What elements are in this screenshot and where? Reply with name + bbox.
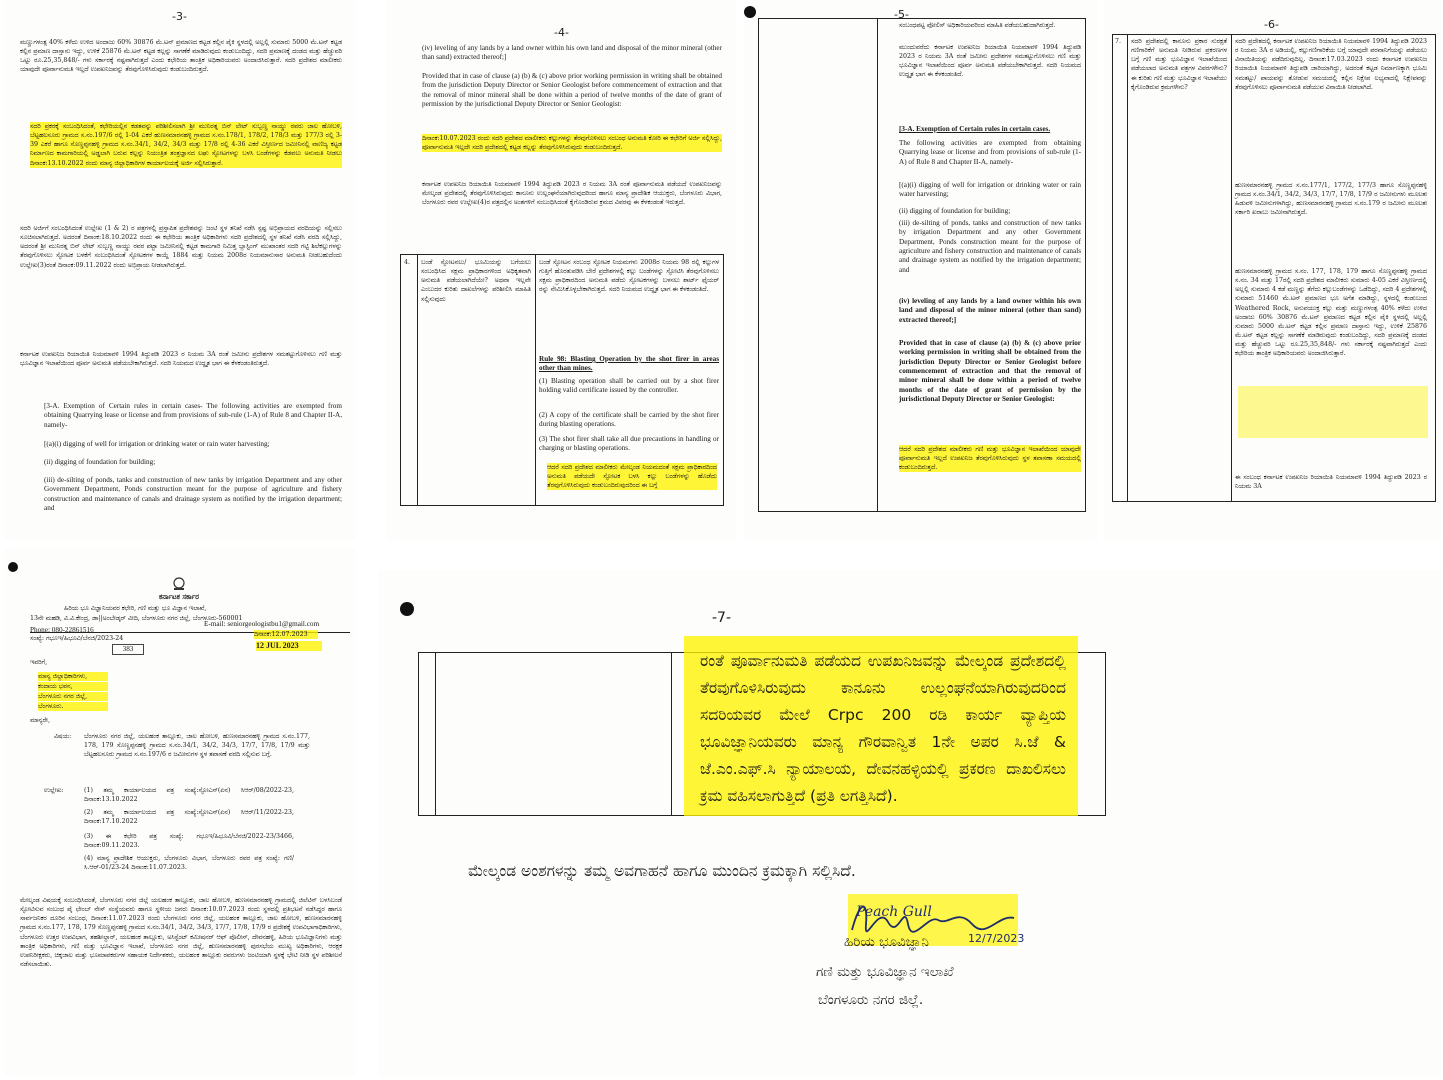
signature-date: 12/7/2023 (968, 932, 1025, 945)
paragraph: ಮಣ್ಣುಗಳಂತ್ಪ 40% ಕಳೆದು ಉಳಿದ ಅಂದಾಜು 60% 30876 ಮೆ.ಟನ್ ಪ್ರಮಾಣದ ಕಟ್ಟಡ ಕಲ್ಲಿನ ಪೈಕಿ ಸ್ಥಳದಲ್ಲಿ ಅಲ್ಲಲ್ಲಿ ಸುಮಾರು 5000 ಮೆ.ಟನ್ ಕಟ್ಟಡ ಕಲ್ಲಿನ ಪ್ರಮಾಣ ದಾಸ್ತಾನು ಇದ್ದು, ಉಳಿಕೆ 25876 ಮೆ.ಟನ್ ಕಟ್ಟಡ ಕಲ್ಲನ್ನು ಸಾಗಣೆಕೆ ಮಾಡಿರುವುದು ಕಂಡುಬಂದಿದ್ದು, ಸದರಿ ಪ್ರಮಾಣಕ್ಕೆ ದಂಡದ ಮತ್ತು ಹೆಚ್ಚುವರಿ ಒಟ್ಟು ರೂ.25,35,848/- ಗಳು ಸರ್ಕಾರಕ್ಕೆ ನಷ್ಟವಾಗಿರುತ್ತದೆ ಎಂದು ಕಛೇರಿಯ ತಾಂತ್ರಿಕ ಅಧಿಕಾರಿಯವರು ಅಂದಾಜಿಸಿರುತ್ತಾರೆ. ಸದರಿ ಪ್ರದೇಶದ ಮಾಲೀಕರು ಯಾವುದೇ ಪೂರ್ವಾನುಮತಿ ಇಲ್ಲದೆ ಉಪಖನಿಜವನ್ನು ತೆರವುಗೊಳಿಸಿರುವುದು ಕಂಡುಬಂದಿರುತ್ತದೆ. (20, 39, 342, 74)
rule-clause: (ii) digging of foundation for building; (899, 207, 1011, 215)
proviso: Provided that in case of clause (a) (b) & (c) above prior working permission in writing shall be obtained from the jurisdiction Deputy Director or Senior Geologist before commencement of extraction and that the removal of minor mineral shall be done within a period of twelve months of the date of grant of permission by the jurisdictional Deputy Director or Senior Geologist: (899, 339, 1081, 404)
highlighted-answer: ಆದರೆ ಸದರಿ ಪ್ರದೇಶದ ಮಾಲೀಕರು ಮೇಲ್ಕಂಡ ನಿಯಮದಂತೆ ಸಕ್ಷಮ ಪ್ರಾಧಿಕಾರದಿಂದ ಅನುಮತಿ ಪಡೆಯದೇ ಸ್ಫೋಟಕ ಬಳಸಿ ಕಲ್ಲು ಬಂಡೆಗಳನ್ನು ಹೊಡೆದು ತೆರವುಗೊಳಿಸಿರುವುದು ಕಂಡುಬಂದಿರುವುದರಿಂದ ಈ ಬಗ್ಗೆ (547, 464, 717, 490)
row-question: ಬಂಡೆ ಸ್ಫೋಟನಲು/ ಭೂಮಿಯನ್ನು ಬಗೆಯಲು ಸಂಬಂಧಿಸಿದ ಸಕ್ಷಮ ಪ್ರಾಧಿಕಾರಗಳಿಂದ ಅಧಿಕೃತವಾಗಿ ಅನುಮತಿ ಪಡೆಯಲಾಗಿದೆಯೇ? ಅಥವಾ ಇಲ್ಲವೇ ಎಂಬುದರ ಕುರಿತು ದಾಖಲೆಗಳನ್ನು ಪರಿಶೀಲಿಸಿ ಮಾಹಿತಿ ಸಲ್ಲಿಸುವುದು (421, 259, 531, 303)
rule-heading: [3-A. Exemption of Certain rules in certain cases- The following activities are exempted from obtaining Quarrying lease or license and from provisions of sub-rule (1-A) of Rule 8 and Chapter II-A, namely- (44, 402, 342, 429)
highlighted-box-text: ರಂತೆ ಪೂರ್ವಾನುಮತಿ ಪಡೆಯದ ಉಪಖನಿಜವನ್ನು ಮೇಲ್ಕಂಡ ಪ್ರದೇಶದಲ್ಲಿ ತೆರವುಗೊಳಿಸಿರುವುದು ಕಾನೂನು ಉಲ್ಲಂಘನೆಯಾಗಿರುವುದರಿಂದ ಸದರಿಯವರ ಮೇಲೆ Crpc 200 ರಡಿ ಕಾರ್ಯ ವ್ಯಾಪ್ತಿಯ ಭೂವಿಜ್ಞಾನಿಯವರು ಮಾನ್ಯ ಗೌರವಾನ್ವಿತ 1ನೇ ಅಪರ ಸಿ.ಜೆ & ಜೆ.ಎಂ.ಎಫ್.ಸಿ ನ್ಯಾಯಾಲಯ, ದೇವನಹಳ್ಳಿಯಲ್ಲಿ ಪ್ರಕರಣ ದಾಖಲಿಸಲು ಕ್ರಮ ವಹಿಸಲಾಗುತ್ತಿದೆ (ಪ್ರತಿ ಲಗತ್ತಿಸಿದೆ). (684, 636, 1078, 816)
paragraph: ಹುಣಸಮಾರನಹಳ್ಳಿ ಗ್ರಾಮದ ಸ.ನಂ. 177, 178, 179 ಹಾಗೂ ಸೊಣ್ಣಪ್ಪನಹಳ್ಳಿ ಗ್ರಾಮದ ಸ.ನಂ. 34 ಮತ್ತು 17ರಲ್ಲಿ ಸದರಿ ಪ್ರದೇಶದ ಮಾಲೀಕರು ಸುಮಾರು 4-05 ಎಕರೆ ವಿಸ್ತೀರ್ಣದಲ್ಲಿ ಅಲ್ಲಲ್ಲಿ ಸುಮಾರು 4 ಕಡೆ ಮಣ್ಣನ್ನು ತೆಗೆದು ಕಲ್ಲುಬಂಡೆಗಳನ್ನು ಒಡೆದಿದ್ದು, ಸದರಿ 4 ಪ್ರದೇಶಗಳಲ್ಲಿ ಸುಮಾರು 51460 ಮೆ.ಟನ್ ಪ್ರಮಾಣದ ಭೂ ಅಗೆತ ಮಾಡಿದ್ದು, ಸ್ಥಳದಲ್ಲಿ ಕಂಡುಬಂದ Weathered Rock, ಅನುಪಯುಕ್ತ ಕಲ್ಲು ಮತ್ತು ಮಣ್ಣುಗಳಂತ್ಪ 40% ಕಳೆದು ಉಳಿದ ಅಂದಾಜು 60% 30876 ಮೆ.ಟನ್ ಪ್ರಮಾಣದ ಕಟ್ಟಡ ಕಲ್ಲಿನ ಪೈಕಿ ಸ್ಥಳದಲ್ಲಿ ಅಲ್ಲಲ್ಲಿ ಸುಮಾರು 5000 ಮೆ.ಟನ್ ಕಟ್ಟಡ ಕಲ್ಲಿನ ಪ್ರಮಾಣ ದಾಸ್ತಾನು ಇದ್ದು, ಉಳಿಕೆ 25876 ಮೆ.ಟನ್ ಕಟ್ಟಡ ಕಲ್ಲನ್ನು ಸಾಗಣೆಕೆ ಮಾಡಿರುವುದು ಕಂಡುಬಂದಿದ್ದು, ಸದರಿ ಪ್ರಮಾಣಕ್ಕೆ ದಂಡದ ಮತ್ತು ಹೆಚ್ಚುವರಿ ಒಟ್ಟು ರೂ.25,35,848/- ಗಳು ಸರ್ಕಾರಕ್ಕೆ ನಷ್ಟವಾಗಿರುತ್ತದೆ ಎಂದು ಕಛೇರಿಯ ತಾಂತ್ರಿಕ ಅಧಿಕಾರಿಯವರು ಅಂದಾಜಿಸಿರುತ್ತಾರೆ. (1235, 268, 1427, 358)
subject: ಬೆಂಗಳೂರು ನಗರ ಜಿಲ್ಲೆ, ಯಲಹಂಕ ತಾಲ್ಲೂಕು, ಜಾಲ ಹೋಬಳಿ, ಹುಣಸಮಾರನಹಳ್ಳಿ ಗ್ರಾಮದ ಸ.ನಂ.177, 178, 179 ಸೊಣ್ಣಪ್ಪನಹಳ್ಳಿ ಗ್ರಾಮದ ಸ.ನಂ.34/1, 34/2, 34/3, 17/7, 17/8, 17/9 ಮತ್ತು ಬೆಟ್ಟಹಲಸೂರು ಗ್ರಾಮದ ಸ.ನಂ.197/6 ರ ಜಮೀನುಗಳ ಸ್ಥಳ ತಪಾಸಣೆ ವರದಿ ಸಲ್ಲಿಸುವ ಬಗ್ಗೆ. (84, 733, 310, 759)
action-table (400, 254, 724, 506)
row-answer: ಬಂಡೆ ಸ್ಫೋಟನ ಸಂಬಂಧ ಸ್ಫೋಟಕ ನಿಯಮಗಳು 2008ರ ನಿಯಮ 98 ರಲ್ಲಿ ಕಲ್ಲುಗಳ ಗುತ್ತಿಗೆ ಹೊರತುಪಡಿಸಿ ಬೇರೆ ಪ್ರದೇಶಗಳಲ್ಲಿ ಕಲ್ಲು ಬಂಡೆಗಳನ್ನು ಸ್ಫೋಟಿಸಿ ತೆರವುಗೊಳಿಸಲು ಸಕ್ಷಮ ಪ್ರಾಧಿಕಾರದಿಂದ ಅನುಮತಿ ಪಡೆದು ಸ್ಫೋಟಕಗಳನ್ನು ಬಳಸಲು ಶಾರ್ಟ್ ಫೈಯರ್ ರನ್ನು ನೇಮಿಸಿಕೊಳ್ಳಬೇಕಾಗಿರುತ್ತದೆ. ಸದರಿ ನಿಯಮದ ಉದ್ಧೃತ ಭಾಗ ಈ ಕೆಳಕಂಡಂತಿದೆ. (539, 259, 719, 294)
row-number: 4. (404, 259, 411, 266)
closing-line: ಮೇಲ್ಕಂಡ ಅಂಶಗಳನ್ನು ತಮ್ಮ ಅವಗಾಹನೆ ಹಾಗೂ ಮುಂದಿನ ಕ್ರಮಕ್ಕಾಗಿ ಸಲ್ಲಿಸಿದೆ. (468, 862, 856, 880)
letter-page (4, 548, 356, 1076)
highlighted-paragraph: ಸದರಿ ಪ್ರಕರಕ್ಕೆ ಸಂಬಂಧಿಸಿದಂತೆ, ಕಛೇರಿಯಲ್ಲಿನ ಕಡತವನ್ನು ಪರಿಶೀಲಿಸಲಾಗಿ ಶ್ರೀ ಮುನಿರತ್ನ ಬಿನ್ ಲೇಟ್ ಸುಬ್ಬಣ್ಣ ನಾಯ್ಡು ರವರು ಜಾಲ ಹೋಬಳಿ, ಬೆಟ್ಟಹಲಸೂರು ಗ್ರಾಮದ ಸ.ನಂ.197/6 ರಲ್ಲಿ 1-04 ಎಕರೆ ಹುಣಸಮಾರನಹಳ್ಳಿ ಗ್ರಾಮದ ಸ.ನಂ.178/1, 178/2, 178/3 ಮತ್ತು 177/3 ರಲ್ಲಿ 3-39 ಎಕರೆ ಹಾಗೂ ಸೊಣ್ಣಪ್ಪನಹಳ್ಳಿ ಗ್ರಾಮದ ಸ.ನಂ.34/1, 34/2, 34/3 ಮತ್ತು 17/8 ರಲ್ಲಿ 4-36 ಎಕರೆ ವಿಸ್ತೀರ್ಣದ ಜಮೀನಿನಲ್ಲಿ ವಾಣಿಜ್ಯ ಕಟ್ಟಡ ನಿರ್ಮಾಣದ ಕಾಮಗಾರಿಯಲ್ಲಿ ಅಡ್ಡಲಾಗಿ ಬರುವ ಕಲ್ಲನ್ನು ನಿಯಂತ್ರಿತ ತಂತ್ರಜ್ಞಾನದ ಲಘು ಸ್ಫೋಟಗಳನ್ನು ಬಳಸಿ ಬಂಡೆಗಳನ್ನು ಕೆಡವಲು ಅನುಮತಿ ನೀಡಲು ದಿನಾಂಕ:13.10.2022 ರಂದು ಮಾನ್ಯ ಜಿಲ್ಲಾಧಿಕಾರಿಗಳ ಕಾರ್ಯಾಲಯಕ್ಕೆ ಅರ್ಜಿ ಸಲ್ಲಿಸಿರುತ್ತಾರೆ. (30, 123, 342, 167)
letter-body: ಮೇಲ್ಕಂಡ ವಿಷಯಕ್ಕೆ ಸಂಬಂಧಿಸಿದಂತೆ, ಬೆಂಗಳೂರು ನಗರ ಜಿಲ್ಲೆ ಯಲಹಂಕ ತಾಲ್ಲೂಕು, ಜಾಲ ಹೋಬಳಿ, ಹುಣಸಮಾರನಹಳ್ಳಿ ಗ್ರಾಮದಲ್ಲಿ ಜಿಲೆಟಿನ್ ಬಳಸಿಬಂಡೆ ಸ್ಫೋಟಿಸುವ ಸಂಬಂಧ ಪೈ ಛೇಂಬ್ ನೇಸ್ ಸಂಸ್ಥೆಯವರು ಹಾಗೂ ಸ್ಥಳೀಯ ಜನರು ದಿನಾಂಕ:10.07.2023 ರಂದು ಸ್ಥಳದಲ್ಲಿ ಪ್ರತಿಭಟನೆ ನಡೆಸಿದ್ದರ ಹಾಗೂ ಸಾರ್ವಜನಿಕರ ದೂರಿನ ಸಂಬಂಧ, ದಿನಾಂಕ:11.07.2023 ರಂದು ಬೆಂಗಳೂರು ನಗರ ಜಿಲ್ಲೆ, ಯಲಹಂಕ ತಾಲ್ಲೂಕು, ಜಾಲ ಹೋಬಳಿ, ಹುಣಸಮಾರನಹಳ್ಳಿ ಗ್ರಾಮದ ಸ.ನಂ.177, 178, 179 ಸೊಣ್ಣಪ್ಪನಹಳ್ಳಿ ಗ್ರಾಮದ ಸ.ನಂ.34/1, 34/2, 34/3, 17/7, 17/8, 17/9 ರ ಪ್ರದೇಶಕ್ಕೆ ಉಪವಿಭಾಗಾಧಿಕಾರಿಗಳು, ಬೆಂಗಳೂರು ಉತ್ತರ ಉಪವಿಭಾಗ, ತಹಶೀಲ್ದಾರ್, ಯಲಹಂಕ ತಾಲ್ಲೂಕು, ಅಸಿಸ್ಟೆಂಟ್ ಕಮೀಷನರ್ ಆಫ್ ಪೊಲೀಸ್, ದೇವನಹಳ್ಳಿ, ಹಿರಿಯ ಭೂವಿಜ್ಞಾನಿಗಳು ಮತ್ತು ತಾಂತ್ರಿಕ ಅಧಿಕಾರಿಗಳು, ಗಣಿ ಮತ್ತು ಭೂವಿಜ್ಞಾನ ಇಲಾಖೆ, ಬೆಂಗಳೂರು ನಗರ ಜಿಲ್ಲೆ, ಹುಣಸಮಾರನಹಳ್ಳಿ ಪುರಸಭೆಯ ಮುಖ್ಯ ಅಧಿಕಾರಿಗಳು, ಆರಕ್ಷಕ ಉಪನಿರೀಕ್ಷಕರು, ಚಿಕ್ಕಜಾಲ ಮತ್ತು ಭೂಮಾಪಕರುಗಳ ಸಹಾಯಕ ನಿರ್ದೇಶಕರು, ಯಲಹಂಕ ತಾಲ್ಲೂಕು ರವರುಗಳು ಜಂಟಿಯಾಗಿ ಸ್ಥಳಕ್ಕೆ ಭೇಟಿ ನೀಡಿ ಸ್ಥಳ ಪರಿಶೀಲನೆ ನಡೆಸಲಾಯಿತು. (20, 897, 342, 968)
rule-body: The following activities are exempted from obtaining Quarrying lease or license and from provisions of sub-rule (1-A) of Rule 8 and Chapter II-A, namely- (899, 139, 1081, 166)
page-6 (1104, 0, 1441, 540)
row-question: ಸದರಿ ಪ್ರದೇಶದಲ್ಲಿ ಕಾನೂನು ಪ್ರಕಾರ ಸುರಕ್ಷತೆ ಗಣಿಗಾರಿಕೆಗೆ ಅನುಮತಿ ನೀಡಿರುವ ಪ್ರಕರಣಗಳ ಬಗ್ಗೆ ಗಣಿ ಮತ್ತು ಭೂವಿಜ್ಞಾನ ಇಲಾಖೆಯಿಂದ ಪಡೆಯಲಾದ ಅನುಮತಿ ಪತ್ರಗಳ ವಿವರಗಳೇನು? ಈ ಕುರಿತು ಗಣಿ ಮತ್ತು ಭೂವಿಜ್ಞಾನ ಇಲಾಖೆಯು ಕೈಗೊಂಡಿರುವ ಕ್ರಮಗಳೇನು? (1131, 38, 1227, 91)
district: ಬೆಂಗಳೂರು ನಗರ ಜಿಲ್ಲೆ. (818, 992, 924, 1008)
addressee-line: ಮಾನ್ಯ ಜಿಲ್ಲಾಧಿಕಾರಿಗಳು, (38, 672, 108, 681)
rule-clause: (iv) leveling of any lands by a land owner within his own land and disposal of the minor mineral (other than sand) extracted thereof;] (899, 297, 1081, 324)
date-stamp: 12 JUL 2023 (256, 641, 322, 651)
reference-item: (3) ಈ ಕಛೇರಿ ಪತ್ರ ಸಂಖ್ಯೆ: ಗಭೂಇ/ಹಿಭೂವಿ/ಬೆನಜಿ/2022-23/3466, ದಿನಾಂಕ:09.11.2023. (84, 833, 294, 850)
rule-clause: [(a)(i) digging of well for irrigation or drinking water or rain water harvesting; (899, 181, 1081, 199)
paragraph: ಮುಂದುವರೆದು ಕರ್ನಾಟಕ ಉಪಖನಿಜ ರಿಯಾಯಿತಿ ನಿಯಮಾವಳಿ 1994 ತಿದ್ದುಪಡಿ 2023 ರ ನಿಯಮ 3A ರಂತೆ ಜಮೀನು ಪ್ರದೇಶಗಳ ಸಮತಟ್ಟುಗೊಳಿಸಲು ಗಣಿ ಮತ್ತು ಭೂವಿಜ್ಞಾನ ಇಲಾಖೆಯಿಂದ ಪೂರ್ವ ಅನುಮತಿ ಪಡೆಯಬೇಕಾಗಿರುತ್ತದೆ. ಸದರಿ ನಿಯಮದ ಉದ್ಧೃತ ಭಾಗ ಈ ಕೆಳಕಂಡಂತಿದೆ. (899, 44, 1081, 79)
page-number: -3- (172, 10, 187, 23)
highlighted-paragraph: ದಿನಾಂಕ:10.07.2023 ರಂದು ಸದರಿ ಪ್ರದೇಶದ ಮಾಲೀಕರು ಕಲ್ಲುಗಳನ್ನು ತೆರವುಗೊಳಿಸಲು ಸಂಬಂಧ ಅನುಮತಿ ಕೋರಿ ಈ ಕಛೇರಿಗೆ ಅರ್ಜಿ ಸಲ್ಲಿಸಿದ್ದು, ಪೂರ್ವಾನುಮತಿ ಇಲ್ಲದೇ ಸದರಿ ಪ್ರದೇಶದಲ್ಲಿ ಕಟ್ಟಡ ಕಲ್ಲನ್ನು ತೆರವುಗೊಳಿಸಿರುವುದು ಕಂಡುಬಂದಿರುತ್ತದೆ. (422, 135, 722, 152)
reference-item: (2) ತಮ್ಮ ಕಾರ್ಯಾಲಯದ ಪತ್ರ ಸಂಖ್ಯೆ:ಸ್ಫೋಎಸ್(ಏನ) ಸಿಆರ್/11/2022-23, ದಿನಾಂಕ:17.10.2022 (84, 809, 294, 826)
paragraph: ಕರ್ನಾಟಕ ಉಪಖನಿಜ ರಿಯಾಯಿತಿ ನಿಯಮಾವಳಿ 1994 ತಿದ್ದುಪಡಿ 2023 ರ ನಿಯಮ 3A ರಂತೆ ಜಮೀನು ಪ್ರದೇಶಗಳ ಸಮತಟ್ಟುಗೊಳಿಸಲು ಗಣಿ ಮತ್ತು ಭೂವಿಜ್ಞಾನ ಇಲಾಖೆಯಿಂದ ಪೂರ್ವ ಅನುಮತಿ ಪಡೆಯಬೇಕಾಗಿರುತ್ತದೆ. ಸದರಿ ನಿಯಮದ ಉದ್ಧೃತ ಭಾಗ ಈ ಕೆಳಕಂಡಂತಿರುತ್ತದೆ. (20, 351, 342, 368)
highlighted-paragraph: ಆದರೆ ಸದರಿ ಪ್ರದೇಶದ ಮಾಲೀಕರು ಗಣಿ ಮತ್ತು ಭೂವಿಜ್ಞಾನ ಇಲಾಖೆಯಿಂದ ಯಾವುದೇ ಪೂರ್ವಾನುಮತಿ ಇಲ್ಲದೆ ಉಪಖನಿಜ ತೆರವುಗೊಳಿಸಿರುವುದು ಸ್ಥಳ ತಪಾಸಣಾ ಸಮಯದಲ್ಲಿ ಕಂಡುಬಂದಿರುತ್ತದೆ. (899, 446, 1081, 472)
action-table (758, 18, 1086, 512)
rule98-clause: (1) Blasting operation shall be carried out by a shot firer holding valid certificate issued by the controller. (539, 377, 719, 395)
rule98-clause: (2) A copy of the certificate shall be carried by the shot firer during blasting operations. (539, 411, 719, 429)
paragraph: ಕರ್ನಾಟಕ ಉಪಖನಿಜ ರಿಯಾಯಿತಿ ನಿಯಮಾವಳಿ 1994 ತಿದ್ದುಪಡಿ 2023 ರ ನಿಯಮ 3A ರಂತೆ ಪೂರ್ವಾನುಮತಿ ಪಡೆಯದೆ ಉಪಖನಿಜವನ್ನು ಮೇಲ್ಕಂಡ ಪ್ರದೇಶದಲ್ಲಿ ತೆರವುಗೊಳಿಸಿರುವುದು ಕಾನೂನು ಉಲ್ಲಂಘನೆಯಾಗಿರುವುದರಿಂದ ಹಾಗೂ ಮಾನ್ಯ ಪ್ರಾದೇಶಿಕ ಆಯುಕ್ತರು, ಬೆಂಗಳೂರು ವಿಭಾಗ, ಬೆಂಗಳೂರು ರವರ ಉಲ್ಲೇಖ(4)ರ ಪತ್ರದಲ್ಲಿನ ಅಂಶಗಳಿಗೆ ಸಂಬಂಧಿಸಿದಂತೆ ಕೈಗೊಂಡಿರುವ ಕ್ರಮದ ವಿವರವು ಈ ಕೆಳಕಂಡಂತೆ ಇರುತ್ತದೆ. (422, 181, 722, 207)
rule-clause: (ii) digging of foundation for building; (44, 458, 156, 466)
reference-number: ಸಂಖ್ಯೆ: ಗಭೂಇ/ಹಿಭೂವಿ/ಬೆನಜಿ/2023-24 (30, 635, 124, 642)
page-number: -7- (712, 610, 732, 626)
rule98-heading: Rule 98: Blasting Operation by the shot firer in areas other than mines. (539, 355, 719, 373)
page-number: -4- (554, 26, 569, 39)
rule98-clause: (3) The shot firer shall take all due precautions in handling or charging or blasting operations. (539, 435, 719, 453)
reference-label: ಉಲ್ಲೇಖ: (44, 787, 64, 794)
page-3 (4, 0, 356, 540)
rule-clause: (iii) de-silting of ponds, tanks and construction of new tanks by irrigation Department and any other Government Department, Ponds construction meant for the purpose of agriculture and fishery construction and maintenance of canals and drainage system as notified by the irrigation department; and (899, 219, 1081, 274)
page-4 (386, 0, 736, 540)
emblem-icon (170, 576, 188, 590)
paragraph: ಸಂಬಂಧಪಟ್ಟ ಪೋಲಿಸ್ ಅಧಿಕಾರಿಯವರಿಂದ ಮಾಹಿತಿ ಪಡೆಯಬಹುದಾಗಿರುತ್ತದೆ. (899, 22, 1056, 29)
letter-date: ದಿನಾಂಕ:12.07.2023 (254, 630, 318, 639)
salutation: ಮಾನ್ಯರೇ, (30, 717, 50, 724)
rule-heading: [3-A. Exemption of Certain rules in certain cases. (899, 125, 1051, 133)
punch-hole (744, 6, 756, 18)
punch-hole (8, 562, 18, 572)
reference-item: (1) ತಮ್ಮ ಕಾರ್ಯಾಲಯದ ಪತ್ರ ಸಂಖ್ಯೆ:ಸ್ಫೋಎಸ್(ಏನ) ಸಿಆರ್/08/2022-23, ದಿನಾಂಕ:13.10.2022 (84, 787, 294, 804)
paragraph: ಈ ಸಂಬಂಧ ಕರ್ನಾಟಕ ಉಪಖನಿಜ ರಿಯಾಯಿತಿ ನಿಯಮಾವಳಿ 1994 ತಿದ್ದುಪಡಿ 2023 ರ ನಿಯಮ 3A (1235, 474, 1427, 491)
addressee-label: ಇವರಿಗೆ, (30, 659, 48, 666)
rule-clause: (iii) de-silting of ponds, tanks and construction of new tanks by irrigation Department and any other Government Department, Ponds construction meant for the purpose of agriculture and fishery construction and maintenance of canals and drainage system as notified by the irrigation department; and (44, 476, 342, 513)
highlight-mark (1238, 386, 1428, 438)
page-7 (378, 570, 1441, 1076)
rule-clause: [(a)(i) digging of well for irrigation or drinking water or rain water harvesting; (44, 440, 270, 448)
row-number: 7. (1115, 38, 1122, 45)
office-address: 13ನೇ ಮಹಡಿ, ವಿ.ವಿ.ಕೇಂದ್ರ, ಡಾ||ಅಂಬೇಡ್ಕರ್ ವೀದಿ, ಬೆಂಗಳೂರು ನಗರ ಜಿಲ್ಲೆ, ಬೆಂಗಳೂರು-560001 (30, 615, 243, 622)
department: ಗಣಿ ಮತ್ತು ಭೂವಿಜ್ಞಾನ ಇಲಾಖೆ (816, 964, 954, 980)
punch-hole (400, 602, 414, 616)
subject-label: ವಿಷಯ: (54, 733, 72, 740)
signature-text: Peach Gull (856, 904, 932, 920)
addressee-line: ಕಂದಾಯ ಭವನ, (38, 682, 108, 691)
page-5 (744, 0, 1098, 540)
addressee-line: ಬೆಂಗಳೂರು ನಗರ ಜಿಲ್ಲೆ, (38, 692, 108, 701)
email: E-mail: seniorgeologistbu1@gmail.com (204, 620, 320, 628)
rule-clause: (iv) leveling of any lands by a land owner within his own land and disposal of the minor mineral (other than sand) extracted thereof;] (422, 44, 722, 62)
office-name: ಹಿರಿಯ ಭೂ ವಿಜ್ಞಾನಿಯವರ ಕಛೇರಿ, ಗಣಿ ಮತ್ತು ಭೂ ವಿಜ್ಞಾನ ಇಲಾಖೆ, (64, 605, 207, 612)
phone: Phone: 080-22861516 (30, 626, 94, 634)
ref-stamp: 383 (112, 644, 144, 655)
page-number: -6- (1264, 18, 1279, 31)
designation: ಹಿರಿಯ ಭೂವಿಜ್ಞಾನಿ (844, 934, 929, 950)
page-number: -5- (894, 8, 909, 21)
paragraph: ಸದರಿ ಪ್ರದೇಶದಲ್ಲಿ ಕರ್ನಾಟಕ ಉಪಖನಿಜ ರಿಯಾಯಿತಿ ನಿಯಮಾವಳಿ 1994 ತಿದ್ದುಪಡಿ 2023 ರ ನಿಯಮ 3A ರ ಅಡಿಯಲ್ಲಿ, ಕಲ್ಲುಗಣಿಗಾರಿಕೆಯ ಬಗ್ಗೆ ಯಾವುದೇ ಪರವಾನಿಗೆಯನ್ನು ಪಡೆಯಲು ವಿನಾಯಿತಿಯನ್ನು ಪಡೆದಿರುವುದಿಲ್ಲ. ದಿನಾಂಕ:17.03.2023 ರಂದು ಕರ್ನಾಟಕ ಉಪಖನಿಜ ರಿಯಾಯಿತಿ ನಿಯಮಾವಳಿ ತಿದ್ದುಪಡಿ ಜಾರಿಯಾಗಿದ್ದು, ಅದರಂತೆ ಕಟ್ಟಡ ನಿರ್ಮಾಣಕ್ಕಾಗಿ ಭೂಮಿ ಸಮತಟ್ಟು/ ಪಾಯವನ್ನು ತೋಡುವ ಸಮಯದಲ್ಲಿ ಕಲ್ಲಿನ ನಿಕ್ಷೇಪ ಲಭ್ಯವಾದಲ್ಲಿ ನಿಕ್ಷೇಪವನ್ನು ತೆರವುಗೊಳಿಸಲು ಪೂರ್ವಾನುಮತಿ ಪಡೆಯುವ ವಿನಾಯಿತಿ ನೀಡಲಾಗಿದೆ. (1235, 38, 1427, 91)
proviso: Provided that in case of clause (a) (b) & (c) above prior working permission in writing shall be obtained from the jurisdiction Deputy Director or Senior Geologist before commencement of extraction and that the removal of minor mineral shall be done within a period of twelve months of the date of grant of permission by the jurisdictional Deputy Director or Senior Geologist: (422, 72, 722, 109)
paragraph: ಹುಣಸಮಾರನಹಳ್ಳಿ ಗ್ರಾಮದ ಸ.ನಂ.177/1, 177/2, 177/3 ಹಾಗೂ ಸೊಣ್ಣಪ್ಪನಹಳ್ಳಿ ಗ್ರಾಮದ ಸ.ನಂ.34/1, 34/2, 34/3, 17/7, 17/8, 17/9 ರ ಜಮೀನುಗಳು ಮೂಲತಃ ಹಿಡುವಳಿ ಜಮೀನುಗಳಾಗಿದ್ದು, ಹುಣಸಮಾರನಹಳ್ಳಿ ಗ್ರಾಮದ ಸ.ನಂ.179 ರ ಜಮೀನು ಮೂಲತಃ ಸರ್ಕಾರಿ ಖರಾಬು ಜಮೀನಾಗಿರುತ್ತದೆ. (1235, 182, 1427, 217)
addressee-line: ಬೆಂಗಳೂರು. (38, 702, 108, 711)
government-title: ಕರ್ನಾಟಕ ಸರ್ಕಾರ (159, 592, 199, 601)
paragraph: ಸದರಿ ಅರ್ಜಿಗೆ ಸಂಬಂಧಿಸಿದಂತೆ ಉಲ್ಲೇಖ (1 & 2) ರ ಪತ್ರಗಳಲ್ಲಿ ಪ್ರಸ್ತಾಪಿತ ಪ್ರದೇಶವನ್ನು ಜಂಟಿ ಸ್ಥಳ ತನಿಖೆ ನಡೆಸಿ ಸ್ಪಷ್ಟ ಅಭಿಪ್ರಾಯದ ವರದಿಯನ್ನು ಸಲ್ಲಿಸಲು ಸೂಚಿಸಲಾಗಿರುತ್ತದೆ. ಅದರಂತೆ ದಿನಾಂಕ:18.10.2022 ರಂದು ಈ ಕಛೇರಿಯ ತಾಂತ್ರಿಕ ಅಧಿಕಾರಿಗಳು ಸದರಿ ಪ್ರದೇಶದಲ್ಲಿ ಸ್ಥಳ ತನಿಖೆ ನಡೆಸಿ ವರದಿ ಸಲ್ಲಿಸಿದ್ದು, ಅದರಂತೆ ಶ್ರೀ ಮುನಿರತ್ನ ಬಿನ್ ಲೇಟ್ ಸುಬ್ಬಣ್ಣ ನಾಯ್ಡು ರವರ ಪಟ್ಟಾ ಜಮೀನಿನಲ್ಲಿ ಕಟ್ಟಡ ಕಾಮಗಾರಿ ನಿಮಿತ್ತ ಬ್ಲಾಸ್ಟಿಂಗ್ ಮುಖಾಂತರ ಸದರಿ ಗಟ್ಟಿ ಶಿಲೆಕಲ್ಲುಗಳನ್ನು ತೆರವುಗೊಳಿಸಲು ಸ್ಫೋಟಕ ಬಳಕೆಗೆ ಸಂಬಂಧಿಸಿದಂತೆ ಸ್ಫೋಟಕಗಳ ಕಾಯ್ದೆ 1884 ಮತ್ತು ನಿಯಮ 2008ರ ನಿಯಮಾನುಸಾರ ಅನುಮತಿ ನೀಡಬಹುದೆಂದು ಉಲ್ಲೇಖ(3)ರಂತೆ ದಿನಾಂಕ:09.11.2022 ರಂದು ಅಭಿಪ್ರಾಯ ನೀಡಲಾಗಿರುತ್ತದೆ. (20, 225, 342, 269)
reference-item: (4) ಮಾನ್ಯ ಪ್ರಾದೇಶಿಕ ಆಯುಕ್ತರು, ಬೆಂಗಳೂರು ವಿಭಾಗ, ಬೆಂಗಳೂರು ರವರ ಪತ್ರ ಸಂಖ್ಯೆ: ಗಣಿ/ಸಿ.ಆರ್-01/23-24 ದಿನಾಂಕ:11.07.2023. (84, 855, 294, 872)
